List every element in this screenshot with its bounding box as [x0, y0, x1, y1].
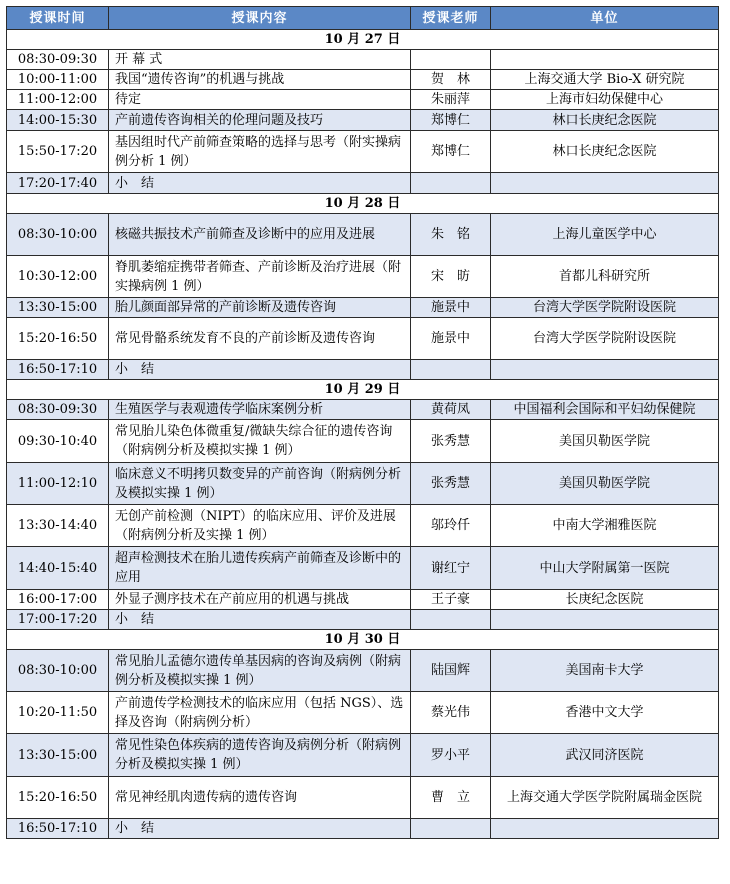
session-topic: 无创产前检测（NIPT）的临床应用、评价及进展（附病例分析及实操 1 例） [109, 505, 411, 547]
session-org: 美国贝勒医学院 [491, 463, 719, 505]
day-title: 10 月 28 日 [7, 194, 719, 214]
session-time: 08:30-09:30 [7, 400, 109, 420]
session-org [491, 173, 719, 194]
session-topic: 小 结 [109, 819, 411, 839]
session-topic: 我国“遗传咨询”的机遇与挑战 [109, 70, 411, 90]
session-teacher: 施景中 [411, 298, 491, 318]
schedule-row [7, 318, 719, 360]
session-teacher: 张秀慧 [411, 420, 491, 463]
session-org: 中南大学湘雅医院 [491, 505, 719, 547]
session-topic: 产前遗传学检测技术的临床应用（包括 NGS）、选择及咨询（附病例分析） [109, 692, 411, 734]
schedule-row [7, 173, 719, 194]
schedule-row [7, 590, 719, 610]
day-row [7, 194, 719, 214]
schedule-table [6, 6, 719, 839]
session-org: 上海儿童医学中心 [491, 214, 719, 256]
session-teacher: 曹 立 [411, 777, 491, 819]
schedule-row [7, 298, 719, 318]
header-teacher: 授课老师 [411, 7, 491, 30]
session-org: 中国福利会国际和平妇幼保健院 [491, 400, 719, 420]
session-topic: 常见胎儿染色体微重复/微缺失综合征的遗传咨询（附病例分析及模拟实操 1 例） [109, 420, 411, 463]
schedule-row [7, 131, 719, 173]
schedule-row [7, 547, 719, 590]
session-org: 长庚纪念医院 [491, 590, 719, 610]
session-topic: 常见骨骼系统发育不良的产前诊断及遗传咨询 [109, 318, 411, 360]
session-topic: 外显子测序技术在产前应用的机遇与挑战 [109, 590, 411, 610]
session-topic: 核磁共振技术产前筛查及诊断中的应用及进展 [109, 214, 411, 256]
session-org: 林口长庚纪念医院 [491, 131, 719, 173]
day-row [7, 380, 719, 400]
header-row [7, 7, 719, 30]
day-title: 10 月 29 日 [7, 380, 719, 400]
session-org [491, 610, 719, 630]
session-time: 11:00-12:00 [7, 90, 109, 110]
session-org [491, 360, 719, 380]
session-time: 17:00-17:20 [7, 610, 109, 630]
session-teacher: 郑博仁 [411, 110, 491, 131]
session-time: 16:00-17:00 [7, 590, 109, 610]
session-topic: 常见胎儿孟德尔遗传单基因病的咨询及病例（附病例分析及模拟实操 1 例） [109, 650, 411, 692]
header-topic: 授课内容 [109, 7, 411, 30]
schedule-row [7, 463, 719, 505]
session-teacher: 施景中 [411, 318, 491, 360]
header-org: 单位 [491, 7, 719, 30]
session-org: 台湾大学医学院附设医院 [491, 318, 719, 360]
session-teacher: 邬玲仟 [411, 505, 491, 547]
session-topic: 小 结 [109, 610, 411, 630]
session-time: 10:30-12:00 [7, 256, 109, 298]
session-topic: 脊肌萎缩症携带者筛查、产前诊断及治疗进展（附实操病例 1 例） [109, 256, 411, 298]
schedule-row [7, 400, 719, 420]
schedule-row [7, 819, 719, 839]
session-org: 上海市妇幼保健中心 [491, 90, 719, 110]
session-time: 08:30-10:00 [7, 214, 109, 256]
session-org: 台湾大学医学院附设医院 [491, 298, 719, 318]
session-time: 13:30-15:00 [7, 298, 109, 318]
session-time: 09:30-10:40 [7, 420, 109, 463]
schedule-row [7, 505, 719, 547]
session-teacher: 朱丽萍 [411, 90, 491, 110]
session-org: 上海交通大学 Bio-X 研究院 [491, 70, 719, 90]
day-row [7, 30, 719, 50]
schedule-row [7, 650, 719, 692]
session-time: 15:20-16:50 [7, 318, 109, 360]
session-topic: 生殖医学与表观遗传学临床案例分析 [109, 400, 411, 420]
session-topic: 常见性染色体疾病的遗传咨询及病例分析（附病例分析及模拟实操 1 例） [109, 734, 411, 777]
session-topic: 临床意义不明拷贝数变异的产前咨询（附病例分析及模拟实操 1 例） [109, 463, 411, 505]
session-org: 美国南卡大学 [491, 650, 719, 692]
session-org [491, 819, 719, 839]
session-teacher: 宋 昉 [411, 256, 491, 298]
day-title: 10 月 27 日 [7, 30, 719, 50]
session-teacher: 陆国辉 [411, 650, 491, 692]
session-teacher: 朱 铭 [411, 214, 491, 256]
session-time: 14:00-15:30 [7, 110, 109, 131]
day-title: 10 月 30 日 [7, 630, 719, 650]
schedule-row [7, 734, 719, 777]
session-time: 08:30-10:00 [7, 650, 109, 692]
schedule-row [7, 256, 719, 298]
session-time: 10:00-11:00 [7, 70, 109, 90]
session-teacher: 谢红宁 [411, 547, 491, 590]
session-time: 16:50-17:10 [7, 360, 109, 380]
session-time: 10:20-11:50 [7, 692, 109, 734]
schedule-row [7, 110, 719, 131]
session-topic: 基因组时代产前筛查策略的选择与思考（附实操病例分析 1 例） [109, 131, 411, 173]
session-time: 13:30-15:00 [7, 734, 109, 777]
session-topic: 产前遗传咨询相关的伦理问题及技巧 [109, 110, 411, 131]
schedule-row [7, 610, 719, 630]
session-org [491, 50, 719, 70]
session-teacher: 郑博仁 [411, 131, 491, 173]
session-org: 首都儿科研究所 [491, 256, 719, 298]
session-topic: 常见神经肌肉遗传病的遗传咨询 [109, 777, 411, 819]
session-teacher: 王子豪 [411, 590, 491, 610]
session-teacher: 黄荷凤 [411, 400, 491, 420]
schedule-row [7, 50, 719, 70]
session-time: 15:20-16:50 [7, 777, 109, 819]
schedule-row [7, 214, 719, 256]
session-org: 香港中文大学 [491, 692, 719, 734]
session-teacher [411, 360, 491, 380]
day-row [7, 630, 719, 650]
schedule-row [7, 420, 719, 463]
session-time: 17:20-17:40 [7, 173, 109, 194]
session-org: 美国贝勒医学院 [491, 420, 719, 463]
session-teacher: 罗小平 [411, 734, 491, 777]
session-org: 林口长庚纪念医院 [491, 110, 719, 131]
session-topic: 待定 [109, 90, 411, 110]
schedule-row [7, 90, 719, 110]
schedule-row [7, 692, 719, 734]
session-teacher [411, 610, 491, 630]
session-teacher [411, 173, 491, 194]
schedule-row [7, 777, 719, 819]
header-time: 授课时间 [7, 7, 109, 30]
session-time: 08:30-09:30 [7, 50, 109, 70]
session-time: 11:00-12:10 [7, 463, 109, 505]
session-teacher [411, 50, 491, 70]
session-time: 14:40-15:40 [7, 547, 109, 590]
session-teacher: 蔡光伟 [411, 692, 491, 734]
session-topic: 小 结 [109, 360, 411, 380]
session-topic: 胎儿颜面部异常的产前诊断及遗传咨询 [109, 298, 411, 318]
session-teacher: 贺 林 [411, 70, 491, 90]
session-time: 16:50-17:10 [7, 819, 109, 839]
schedule-body [7, 30, 719, 839]
session-teacher [411, 819, 491, 839]
schedule-row [7, 360, 719, 380]
session-topic: 小 结 [109, 173, 411, 194]
session-teacher: 张秀慧 [411, 463, 491, 505]
session-org: 中山大学附属第一医院 [491, 547, 719, 590]
session-topic: 超声检测技术在胎儿遗传疾病产前筛查及诊断中的应用 [109, 547, 411, 590]
session-topic: 开 幕 式 [109, 50, 411, 70]
schedule-row [7, 70, 719, 90]
session-org: 上海交通大学医学院附属瑞金医院 [491, 777, 719, 819]
session-time: 15:50-17:20 [7, 131, 109, 173]
session-time: 13:30-14:40 [7, 505, 109, 547]
session-org: 武汉同济医院 [491, 734, 719, 777]
